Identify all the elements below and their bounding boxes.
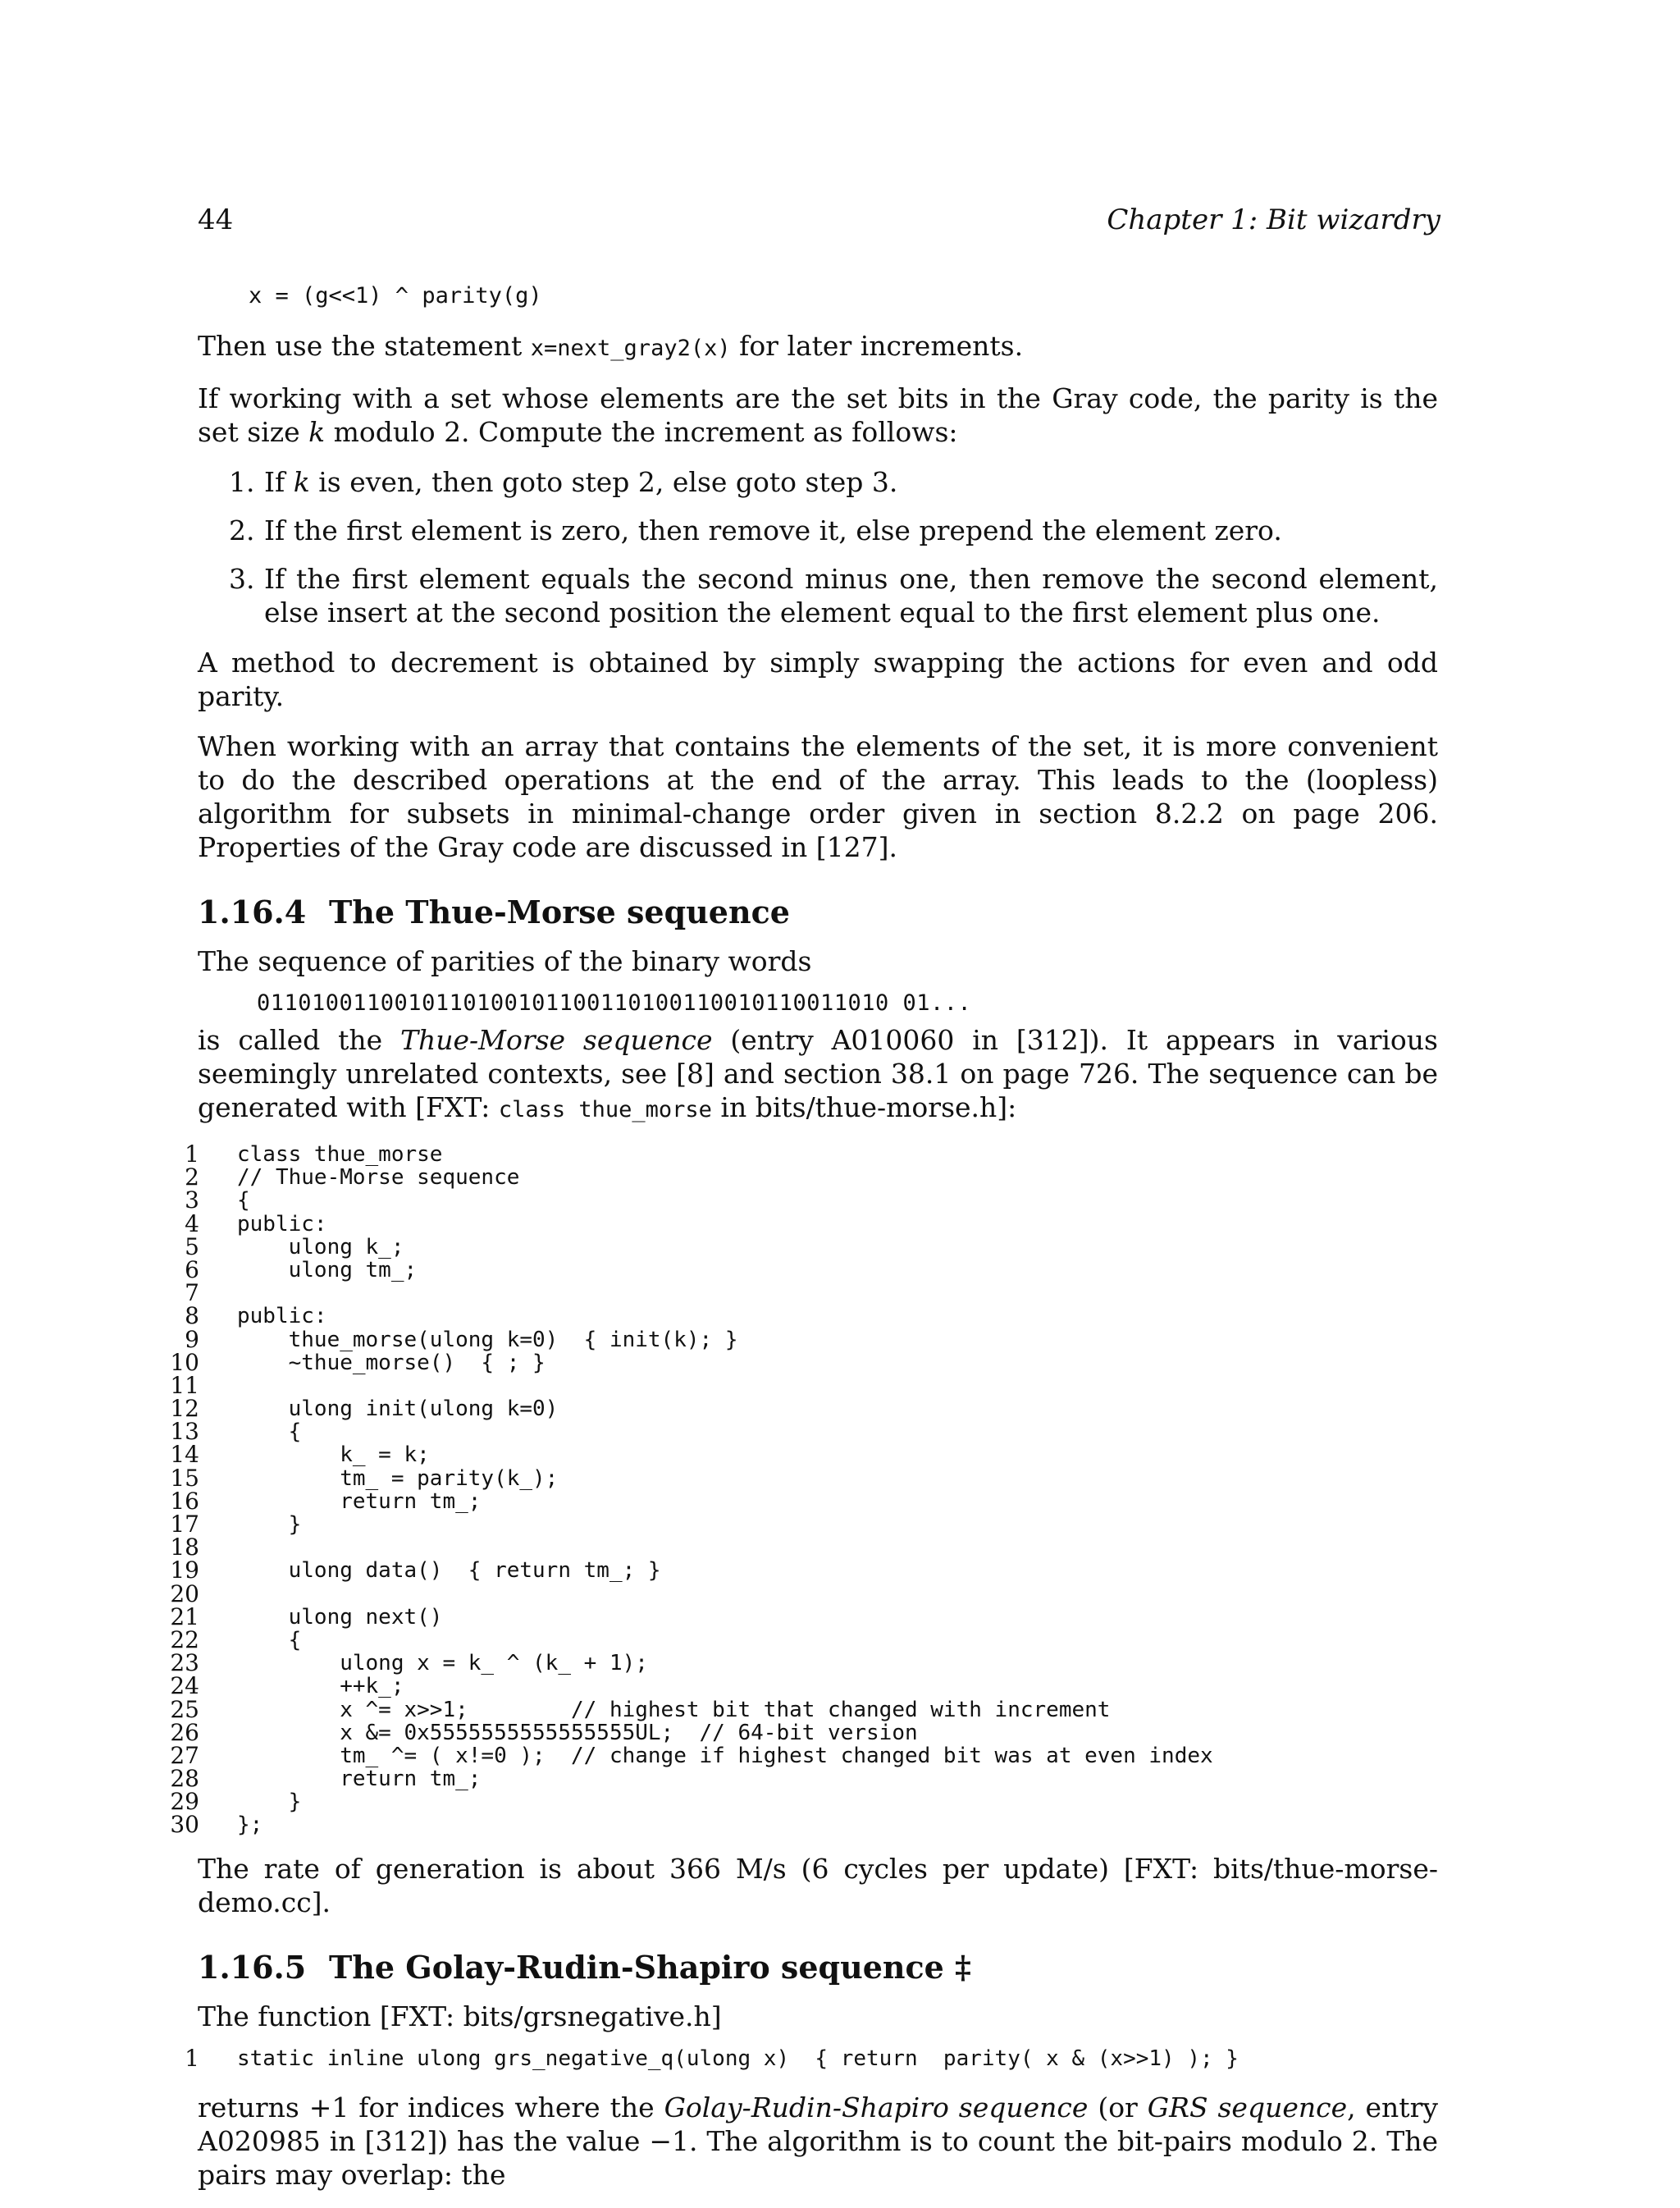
paragraph: The rate of generation is about 366 M/s (6 cycles per update) [FXT: bits/thue-morse-demo.cc]. [198, 1852, 1438, 1918]
code-text: class thue_morse [237, 1142, 443, 1167]
section-title: The Thue-Morse sequence [329, 894, 790, 930]
line-number: 17 [170, 1511, 199, 1538]
code-text: tm_ ^= ( x!=0 ); // change if highest changed bit was at even index [237, 1743, 1213, 1768]
code-line [170, 1625, 1438, 1653]
text: in bits/thue-morse.h]: [711, 1091, 1017, 1123]
line-number: 23 [170, 1649, 199, 1677]
inline-code: class thue_morse [498, 1097, 712, 1122]
code-line [170, 1511, 1438, 1538]
line-number: 4 [185, 1209, 199, 1237]
code-line [170, 1649, 1438, 1677]
text: for later increments. [730, 330, 1024, 362]
code-line [185, 1255, 1438, 1283]
line-number: 11 [170, 1371, 199, 1399]
paragraph [198, 2091, 1438, 2192]
section-heading [198, 1949, 1438, 1986]
section-number: 1.16.4 [198, 894, 307, 930]
code-line [170, 1718, 1438, 1746]
code-text: return tm_; [237, 1767, 482, 1792]
text: (or [1088, 2091, 1148, 2123]
line-number: 22 [170, 1625, 199, 1653]
bit-sequence: 0110100110010110100101100110100110010110011010 01... [257, 990, 972, 1016]
code-line [185, 1141, 1438, 1168]
list-item [198, 514, 1438, 547]
code-text: } [237, 1790, 302, 1815]
line-number: 6 [185, 1255, 199, 1283]
line-number: 1 [185, 2044, 199, 2072]
code-line [170, 1811, 1438, 1839]
code-line [170, 1464, 1438, 1492]
list-item [198, 562, 1438, 629]
code-line [185, 1163, 1438, 1191]
code-text: }; [237, 1813, 263, 1838]
term: Thue-Morse sequence [399, 1024, 713, 1056]
section-heading [198, 894, 1438, 931]
line-number: 24 [170, 1672, 199, 1700]
line-number: 15 [170, 1464, 199, 1492]
code-text [198, 1536, 237, 1559]
code-line [170, 1395, 1438, 1423]
code-line [185, 2044, 1438, 2073]
code-text: ulong k_; [237, 1234, 404, 1259]
code-text: ++k_; [237, 1674, 404, 1699]
code-line [185, 1186, 1438, 1214]
code-text: return tm_; [237, 1488, 482, 1514]
code-line [185, 1279, 1438, 1307]
line-number: 13 [170, 1418, 199, 1446]
code-line [170, 1534, 1438, 1561]
code-line [170, 1418, 1438, 1446]
line-number: 1 [185, 1141, 199, 1168]
term: Golay-Rudin-Shapiro sequence [664, 2091, 1089, 2123]
line-number: 18 [170, 1534, 199, 1561]
line-number: 19 [170, 1557, 199, 1584]
code-text [198, 1374, 237, 1397]
line-number: 28 [170, 1765, 199, 1793]
line-number: 5 [185, 1232, 199, 1260]
paragraph [198, 329, 1438, 365]
text: (entry A010060 in [312]). It appears in various seemingly unrelated contexts, see [8] and section 38.1 on page 726. The sequence can be generated with [FXT: [198, 1024, 1438, 1123]
list-item [198, 465, 1438, 499]
inline-code: x=next_gray2(x) [530, 336, 731, 361]
paragraph: The sequence of parities of the binary words [198, 945, 812, 977]
code-text: ulong init(ulong k=0) [237, 1397, 559, 1422]
text: If the first element is zero, then remove it, else prepend the element zero. [264, 514, 1282, 546]
text: is called the [198, 1024, 400, 1056]
line-number: 29 [170, 1788, 199, 1816]
line-number: 10 [170, 1348, 199, 1376]
paragraph: When working with an array that contains the elements of the set, it is more convenient to do the described operations at the end of the array. This leads to the (loopless) algorithm for subsets in minimal-change order given in section 8.2.2 on page 206. Properties of the Gray code are discussed in [127]. [198, 730, 1438, 863]
line-number: 7 [185, 1279, 199, 1307]
code-line [170, 1695, 1438, 1723]
main-text [170, 279, 1438, 2208]
code-line [170, 1441, 1438, 1469]
line-number: 8 [185, 1302, 199, 1330]
code-listing [170, 1141, 1438, 1839]
code-line [170, 1557, 1438, 1584]
code-line [185, 1232, 1438, 1260]
code-line [170, 1741, 1438, 1769]
code-text: k_ = k; [237, 1442, 430, 1468]
step-list [198, 465, 1438, 629]
text: If [264, 466, 294, 498]
code-line [170, 1487, 1438, 1515]
code-text: } [237, 1512, 302, 1537]
paragraph [198, 1023, 1438, 1127]
code-text: ~thue_morse() { ; } [237, 1350, 546, 1375]
code-line [170, 1348, 1438, 1376]
line-number: 3 [185, 1186, 199, 1214]
code-line [185, 1209, 1438, 1237]
text: , entry A020985 in [312]) has the value −1. The algorithm is to count the bit-pairs modulo 2. The pairs may overlap: the [198, 2091, 1438, 2191]
line-number: 26 [170, 1718, 199, 1746]
paragraph [198, 382, 1438, 449]
text: If the first element equals the second minus one, then remove the second element, else insert at the second position the element equal to the first element plus one. [264, 563, 1438, 629]
code-text: public: [237, 1304, 327, 1329]
code-text: ulong next() [237, 1604, 443, 1630]
line-number: 2 [185, 1163, 199, 1191]
code-text: x &= 0x5555555555555555UL; // 64-bit version [237, 1720, 918, 1745]
code-text: // Thue-Morse sequence [237, 1165, 520, 1191]
text: modulo 2. Compute the increment as follows: [325, 416, 958, 448]
paragraph: The function [FXT: bits/grsnegative.h] [198, 2000, 722, 2032]
section-title: The Golay-Rudin-Shapiro sequence ‡ [329, 1948, 971, 1986]
code-line [170, 1672, 1438, 1700]
line-number: 20 [170, 1579, 199, 1607]
line-number: 9 [185, 1325, 199, 1353]
paragraph: A method to decrement is obtained by simply swapping the actions for even and odd parity. [198, 647, 1438, 712]
code-text [198, 1282, 237, 1305]
line-number: 27 [170, 1741, 199, 1769]
item-number: 1. [229, 466, 255, 498]
code-text: ulong x = k_ ^ (k_ + 1); [237, 1651, 648, 1676]
code-text [198, 1583, 237, 1606]
code-listing [185, 2044, 1438, 2073]
code-text: ulong tm_; [237, 1257, 418, 1282]
code-text: static inline ulong grs_negative_q(ulong x) { return parity( x & (x>>1) ); } [237, 2046, 1239, 2071]
math-var: k [308, 416, 326, 448]
code-text: public: [237, 1211, 327, 1237]
item-number: 2. [229, 514, 255, 546]
code-line [170, 1579, 1438, 1607]
code-text: { [237, 1188, 250, 1214]
code-text: tm_ = parity(k_); [237, 1465, 559, 1491]
text: returns +1 for indices where the [198, 2091, 664, 2123]
code-text: thue_morse(ulong k=0) { init(k); } [237, 1327, 738, 1352]
line-number: 25 [170, 1695, 199, 1723]
code-line [170, 1371, 1438, 1399]
chapter-title: Chapter 1: Bit wizardry [1107, 203, 1440, 236]
code-line [170, 1765, 1438, 1793]
math-var: k [293, 466, 310, 498]
text: If working with a set whose elements are the set bits in the Gray code, the parity is the set size [198, 382, 1438, 448]
term: GRS sequence [1147, 2091, 1348, 2123]
section-number: 1.16.5 [198, 1948, 307, 1986]
code-line [185, 1325, 1438, 1353]
text: is even, then goto step 2, else goto step 3. [309, 466, 898, 498]
code-line [170, 1788, 1438, 1816]
line-number: 14 [170, 1441, 199, 1469]
page-number: 44 [198, 203, 234, 236]
line-number: 16 [170, 1487, 199, 1515]
item-number: 3. [229, 563, 255, 595]
line-number: 12 [170, 1395, 199, 1423]
code-line [185, 1302, 1438, 1330]
code-text: ulong data() { return tm_; } [237, 1558, 661, 1584]
code-text: { [237, 1627, 302, 1653]
code-text: x ^= x>>1; // highest bit that changed with increment [237, 1697, 1111, 1722]
text: Then use the statement [198, 330, 531, 362]
code-text: { [237, 1419, 302, 1445]
code-line [170, 1602, 1438, 1630]
code-snippet: x = (g<<1) ^ parity(g) [249, 283, 542, 309]
line-number: 21 [170, 1602, 199, 1630]
line-number: 30 [170, 1811, 199, 1839]
